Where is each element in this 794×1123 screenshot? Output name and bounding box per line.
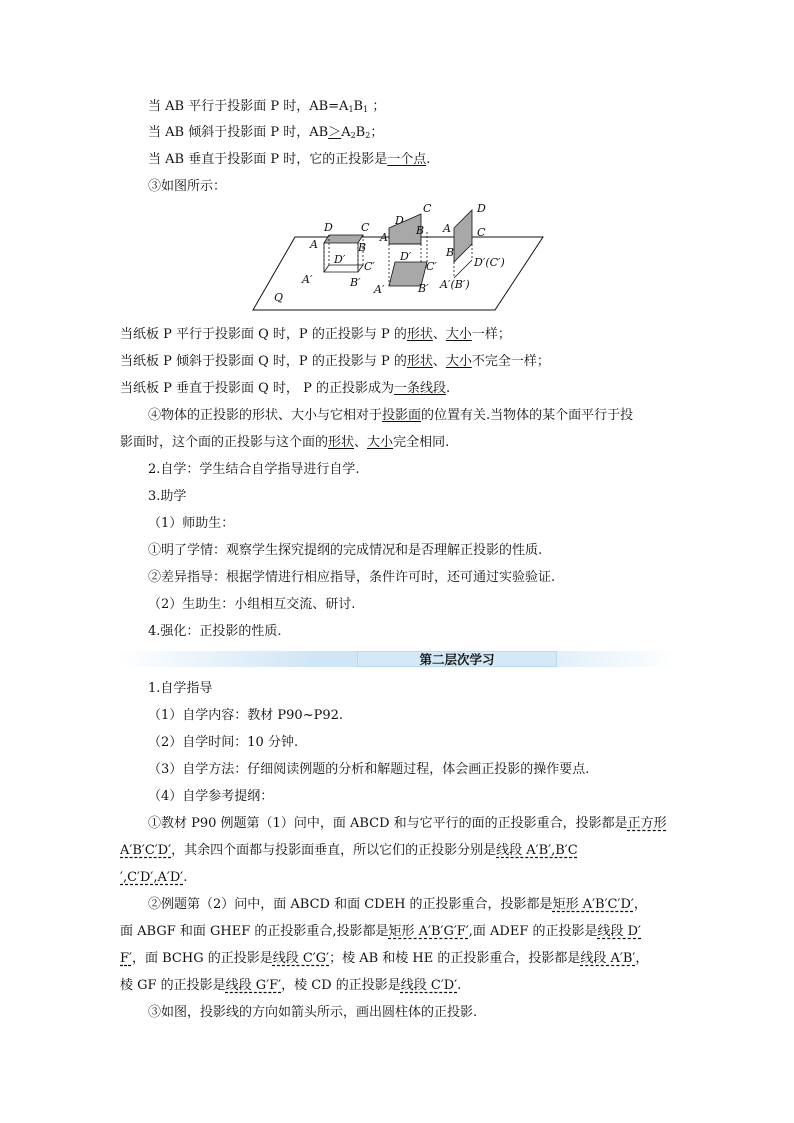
svg-text:A′(B′): A′(B′) [440,278,470,291]
svg-text:C: C [423,202,432,215]
svg-text:A: A [380,231,388,244]
text-line: ′,C′D′,A′D′. [120,870,188,885]
svg-text:C: C [361,221,370,234]
text-line: （4）自学参考提纲： [148,789,274,804]
text-line: ②差异指导：根据学情进行相应指导，条件许可时，还可通过实验验证. [148,570,556,585]
svg-text:B: B [446,246,455,259]
svg-text:A: A [443,222,451,235]
text-line: （3）自学方法：仔细阅读例题的分析和解题过程，体会画正投影的操作要点. [148,762,590,777]
figure-parallel [301,221,375,289]
text-line: 当纸板 P 平行于投影面 Q 时，P 的正投影与 P 的形状、大小一样； [120,327,511,342]
text-line: （1）师助生： [148,516,235,531]
text-line: 当 AB 平行于投影面 P 时，$AB=A_1B_1$ ； [148,99,386,114]
section-title: 第二层次学习 [357,651,557,667]
text-line: ④物体的正投影的形状、大小与它相对于投影面的位置有关.当物体的某个面平行于投 [148,408,634,423]
text-line: 当 AB 垂直于投影面 P 时，它的正投影是一个点. [148,152,431,167]
text-line: 面 ABGF 和面 GHEF 的正投影重合,投影都是矩形 A′B′G′F′,面 ADEF 的正投影是线段 D′ [120,924,642,939]
text-line: 4.强化：正投影的性质. [148,624,282,639]
text-line: （2）生助生：小组相互交流、研讨. [148,597,356,612]
text-line: 当 AB 倾斜于投影面 P 时，$AB>A_2B_2$； [148,125,384,140]
text-line: 1.自学指导 [148,681,213,696]
svg-text:B: B [358,241,367,254]
svg-text:B′: B′ [418,282,429,295]
svg-text:C′: C′ [426,260,437,273]
figure-tilted [373,202,437,296]
svg-text:D′: D′ [400,250,412,263]
text-line: 当纸板 P 垂直于投影面 Q 时， P 的正投影成为一条线段. [120,381,451,396]
svg-text:D′: D′ [334,253,346,266]
text-line: A′B′C′D′，其余四个面都与投影面垂直，所以它们的正投影分别是线段 A′B′,B′C [120,843,578,858]
svg-text:D: D [395,214,404,227]
figure-perpendicular [439,202,505,291]
text-line: 2.自学：学生结合自学指导进行自学. [148,462,360,477]
text-line: 3.助学 [148,489,187,504]
svg-text:D′(C′): D′(C′) [474,256,505,269]
svg-text:B: B [416,224,425,237]
text-line: 棱 GF 的正投影是线段 G′F′，棱 CD 的正投影是线段 C′D′. [120,978,462,993]
text-line: 当纸板 P 倾斜于投影面 Q 时，P 的正投影与 P 的形状、大小不完全一样； [120,354,550,369]
svg-text:D: D [477,202,486,215]
svg-text:C: C [477,226,486,239]
text-line: ①明了学情：观察学生探究提纲的完成情况和是否理解正投影的性质. [148,543,543,558]
plane-label: Q [274,291,284,304]
svg-text:A′: A′ [374,283,385,296]
svg-text:D: D [324,221,333,234]
svg-text:B′: B′ [350,276,361,289]
svg-text:C′: C′ [364,260,375,273]
svg-text:A′: A′ [302,273,313,286]
text-line: ③如图，投影线的方向如箭头所示，画出圆柱体的正投影. [148,1005,478,1020]
text-line: F′，面 BCHG 的正投影是线段 C′G′；棱 AB 和棱 HE 的正投影重合，投影都是线段 A′B′， [120,951,649,966]
svg-text:A: A [310,238,318,251]
text-line: ②例题第（2）问中，面 ABCD 和面 CDEH 的正投影重合，投影都是矩形 A′B′C′D′， [148,897,647,912]
text-line: （2）自学时间：10 分钟. [148,735,299,750]
text-line: ③如图所示： [148,179,227,194]
text-line: （1）自学内容：教材 P90~P92. [148,708,344,723]
projection-figure [250,200,550,315]
section-banner [118,651,678,667]
text-line: 影面时，这个面的正投影与这个面的形状、大小完全相同. [120,435,450,450]
text-line: ①教材 P90 例题第（1）问中，面 ABCD 和与它平行的面的正投影重合，投影都是正方形 [148,816,667,831]
